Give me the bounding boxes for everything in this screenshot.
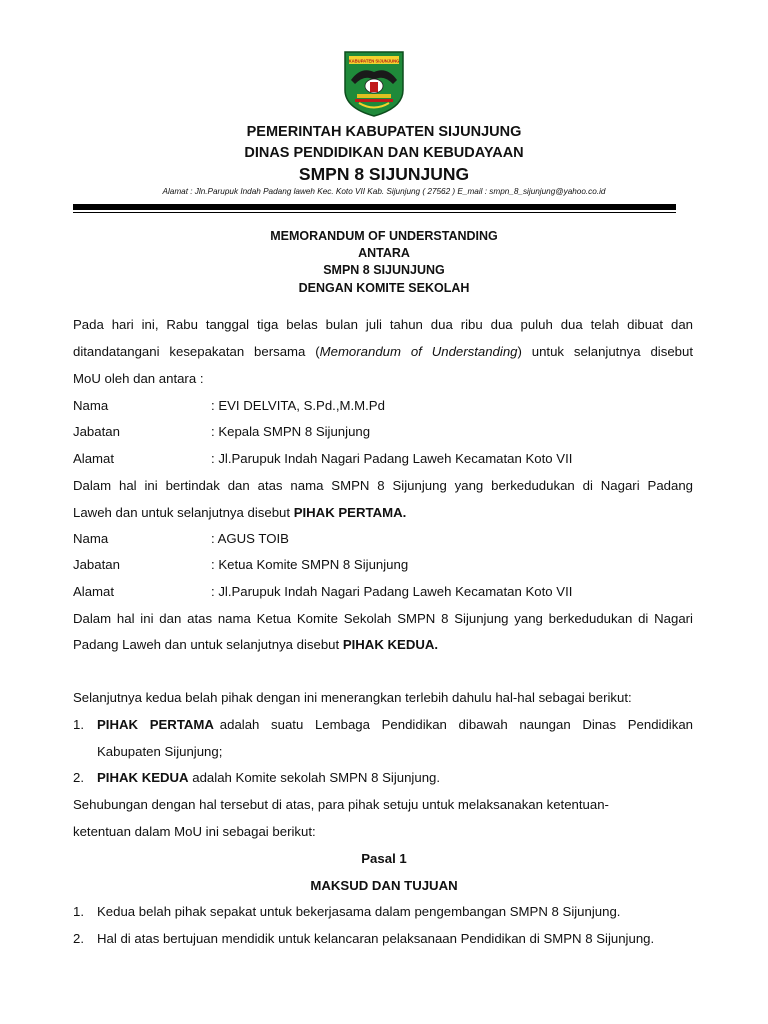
list-item-1-cont: Kabupaten Sijunjung;	[97, 744, 223, 759]
mou-title-party1: SMPN 8 SIJUNJUNG	[323, 263, 445, 277]
party2-desc-line-2	[73, 637, 693, 652]
mou-title-party2: DENGAN KOMITE SEKOLAH	[298, 281, 470, 295]
list-number: 1.	[73, 904, 84, 919]
header-divider	[73, 204, 676, 210]
party1-nama-row	[73, 398, 693, 413]
party2-nama-label: Nama	[73, 531, 109, 546]
party1-nama-value: : EVI DELVITA, S.Pd.,M.M.Pd	[211, 398, 385, 413]
party2-jabatan-row	[73, 557, 693, 572]
pasal-1-subtitle: MAKSUD DAN TUJUAN	[310, 878, 458, 893]
list-item-2	[97, 770, 693, 785]
party1-jabatan-row	[73, 424, 693, 439]
party2-designation: PIHAK KEDUA.	[342, 637, 439, 652]
party2-jabatan-label: Jabatan	[73, 557, 120, 572]
header-department: DINAS PENDIDIKAN DAN KEBUDAYAAN	[244, 145, 524, 161]
body-intro: Selanjutnya kedua belah pihak dengan ini menerangkan terlebih dahulu hal-hal sebagai berikut:	[73, 690, 632, 705]
party1-jabatan-label: Jabatan	[73, 424, 120, 439]
party2-alamat-value: : Jl.Parupuk Indah Nagari Padang Laweh Kecamatan Koto VII	[211, 584, 573, 599]
item1-text: adalah suatu Lembaga Pendidikan dibawah naungan Dinas Pendidikan	[213, 717, 693, 732]
item2-bold: PIHAK KEDUA	[97, 770, 189, 785]
item1-bold: PIHAK PERTAMA	[97, 717, 214, 732]
list-number: 1.	[73, 717, 84, 732]
pasal-1-item-2: Hal di atas bertujuan mendidik untuk kelancaran pelaksanaan Pendidikan di SMPN 8 Sijunjung.	[97, 931, 655, 946]
emblem-text: KABUPATEN SIJUNJUNG	[348, 58, 400, 64]
party2-jabatan-value: : Ketua Komite SMPN 8 Sijunjung	[211, 557, 409, 572]
party1-alamat-row	[73, 451, 693, 466]
list-number: 2.	[73, 931, 84, 946]
sehubungan-line-2: ketentuan dalam MoU ini sebagai berikut:	[73, 824, 316, 839]
intro-line-1: Pada hari ini, Rabu tanggal tiga belas bulan juli tahun dua ribu dua puluh dua telah dibuat dan	[73, 317, 693, 332]
party1-desc-line-2	[73, 505, 693, 520]
party1-desc-line-1: Dalam hal ini bertindak dan atas nama SMPN 8 Sijunjung yang berkedudukan di Nagari Padang	[73, 478, 693, 493]
mou-title-antara: ANTARA	[358, 246, 410, 260]
header-school: SMPN 8 SIJUNJUNG	[298, 164, 470, 184]
party1-nama-label: Nama	[73, 398, 109, 413]
mou-title: MEMORANDUM OF UNDERSTANDING	[270, 229, 498, 243]
intro-line-2	[73, 344, 693, 359]
header-government: PEMERINTAH KABUPATEN SIJUNJUNG	[246, 124, 522, 140]
list-number: 2.	[73, 770, 84, 785]
pasal-1-title: Pasal 1	[361, 851, 407, 866]
party2-alamat-label: Alamat	[73, 584, 115, 599]
intro-line-3: MoU oleh dan antara :	[73, 371, 204, 386]
sehubungan-line-1: Sehubungan dengan hal tersebut di atas, para pihak setuju untuk melaksanakan ketentuan-	[73, 797, 609, 812]
party1-alamat-label: Alamat	[73, 451, 115, 466]
intro-text-a: ditandatangani kesepakatan bersama (	[73, 344, 320, 359]
party2-desc-line-1: Dalam hal ini dan atas nama Ketua Komite Sekolah SMPN 8 Sijunjung yang berkedudukan di Nagari	[73, 611, 693, 626]
party1-designation: PIHAK PERTAMA.	[293, 505, 407, 520]
intro-mou-italic: Memorandum of Understanding	[319, 344, 518, 359]
party1-jabatan-value: : Kepala SMPN 8 Sijunjung	[211, 424, 371, 439]
pasal-1-item-1: Kedua belah pihak sepakat untuk bekerjasama dalam pengembangan SMPN 8 Sijunjung.	[97, 904, 621, 919]
regency-emblem-icon	[343, 50, 405, 118]
header-divider-thin	[73, 212, 676, 213]
party2-alamat-row	[73, 584, 693, 599]
item2-text: adalah Komite sekolah SMPN 8 Sijunjung.	[188, 770, 441, 785]
intro-text-b: ) untuk selanjutnya disebut	[517, 344, 693, 359]
header-address: Alamat : Jln.Parupuk Indah Padang laweh Kec. Koto VII Kab. Sijunjung ( 27562 ) E_mail : smpn_8_sijunjung@yahoo.co.id	[162, 187, 606, 196]
party2-desc-text: Padang Laweh dan untuk selanjutnya disebut	[73, 637, 343, 652]
party1-desc-text: Laweh dan untuk selanjutnya disebut	[73, 505, 294, 520]
party1-alamat-value: : Jl.Parupuk Indah Nagari Padang Laweh Kecamatan Koto VII	[211, 451, 573, 466]
party2-nama-value: : AGUS TOIB	[211, 531, 289, 546]
party2-nama-row	[73, 531, 693, 546]
list-item-1	[97, 717, 693, 732]
